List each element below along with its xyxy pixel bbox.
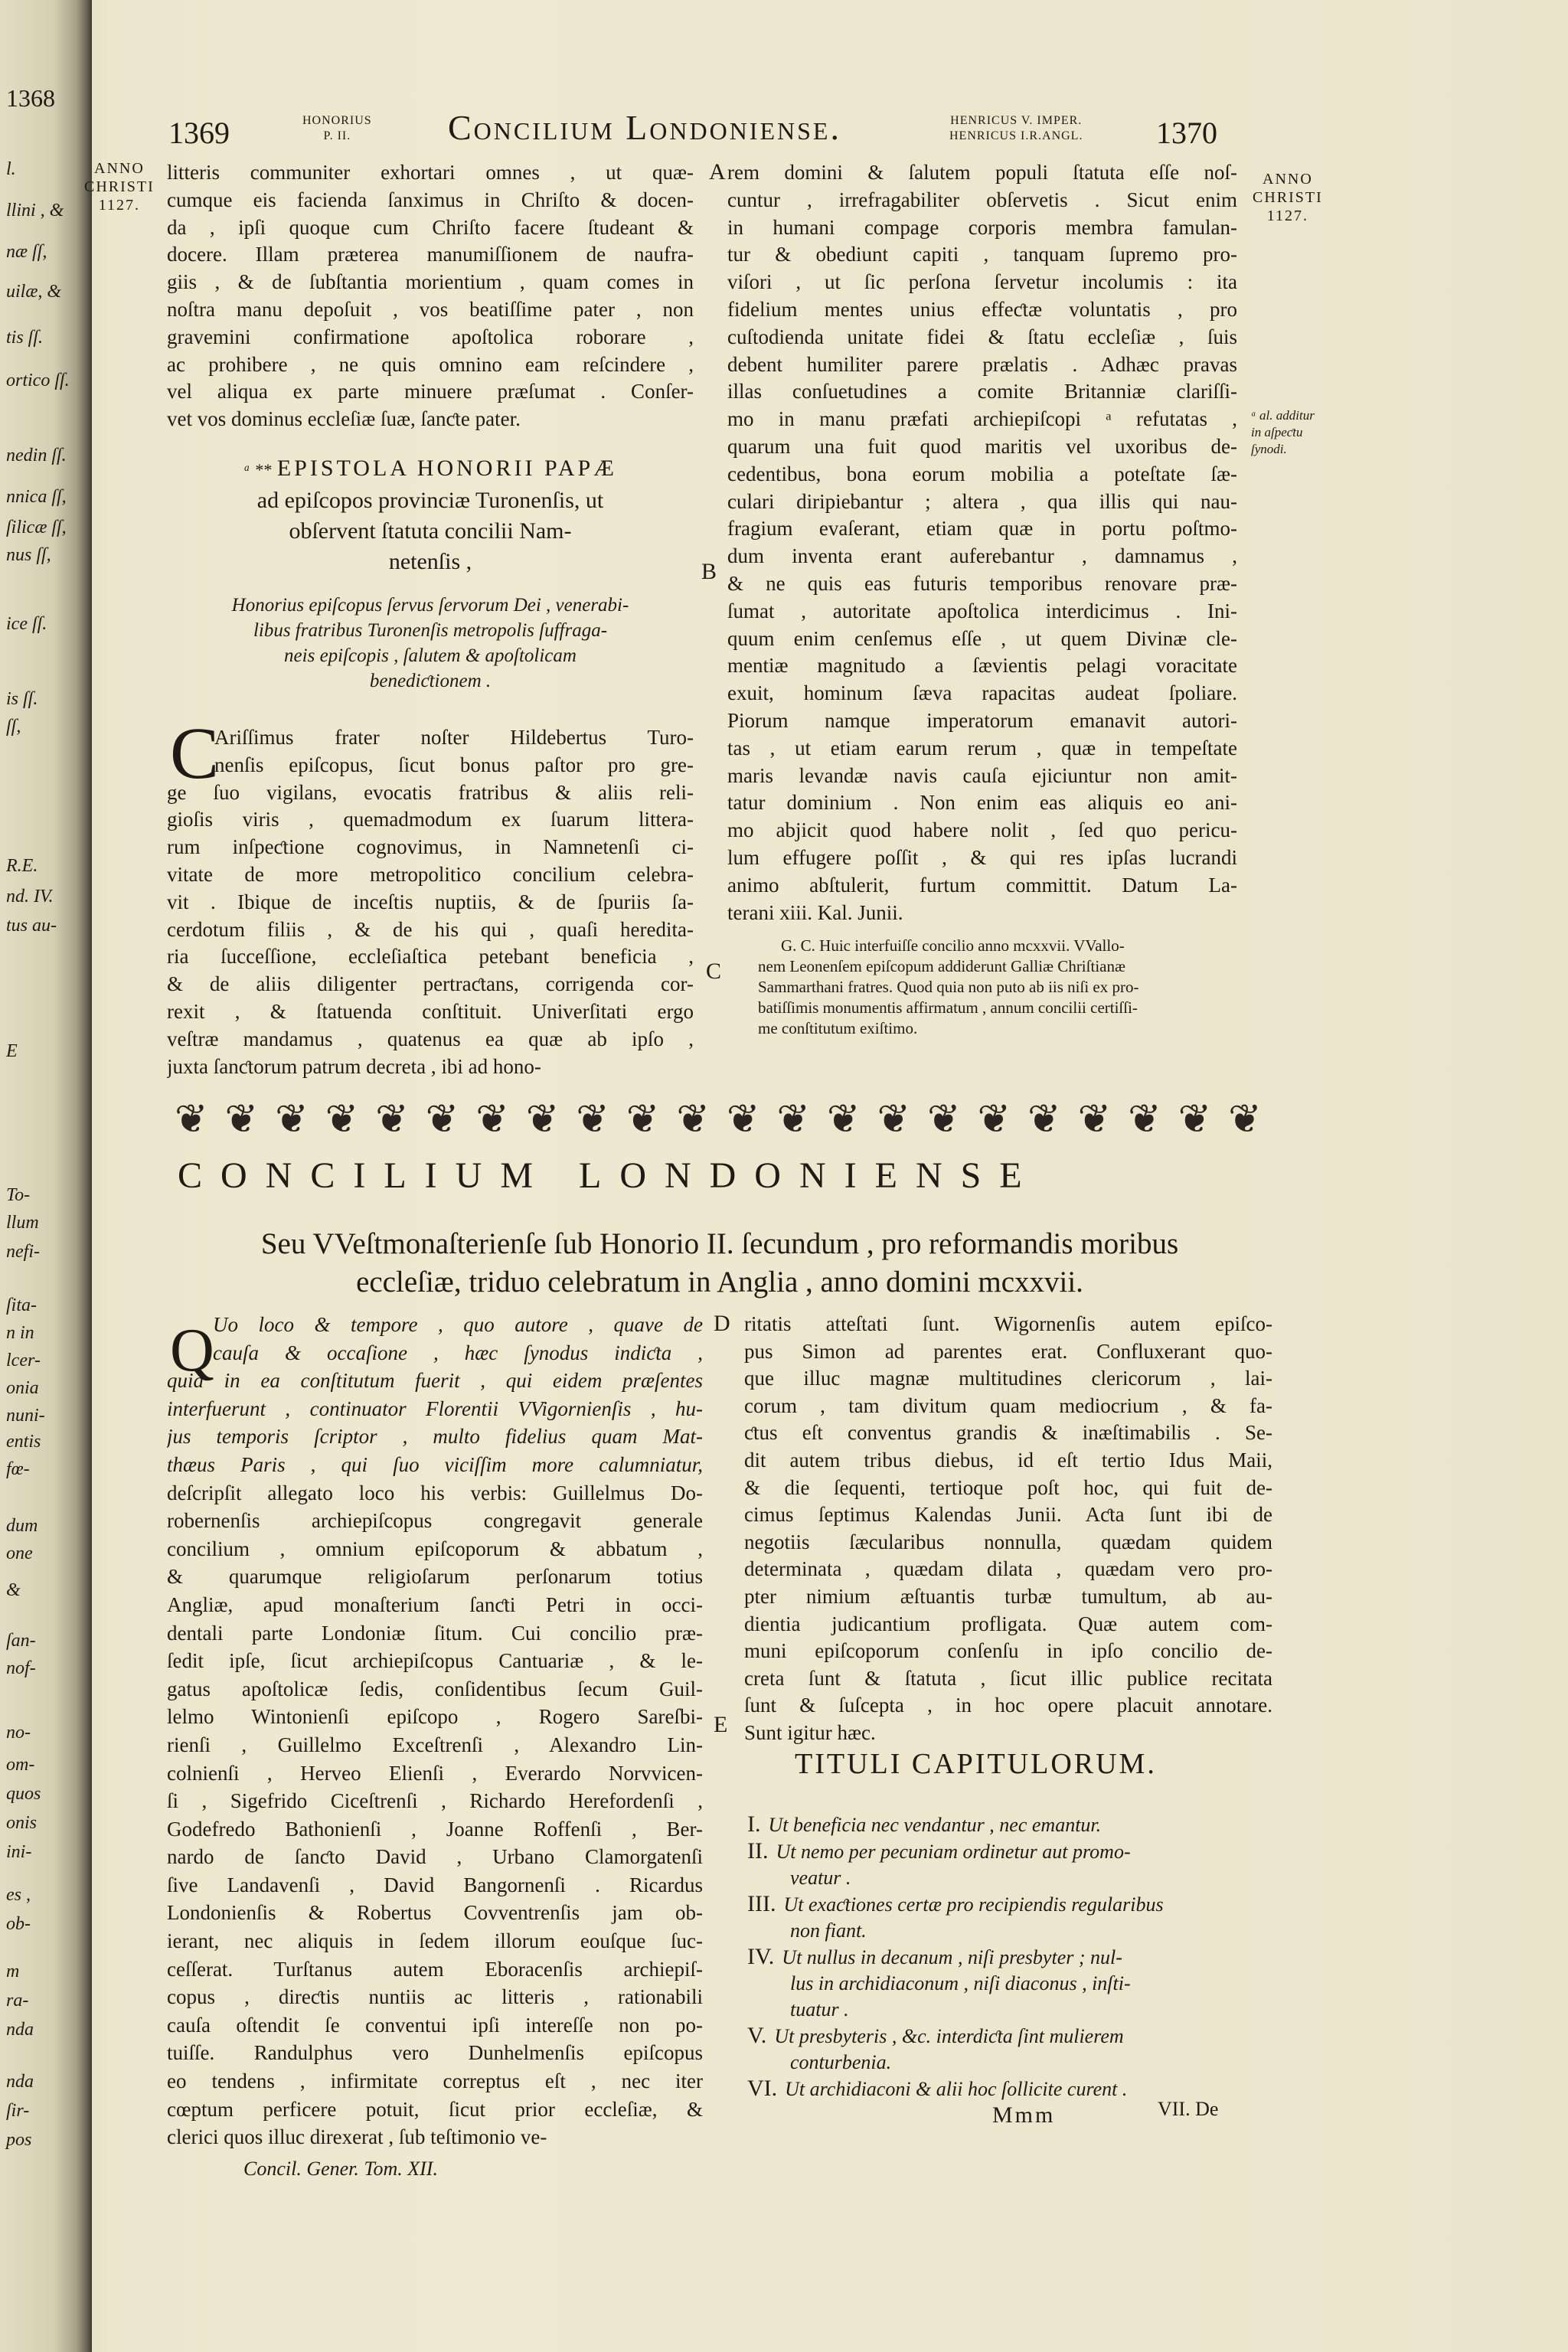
text-line: cuntur , irrefragabiliter obſervetis . Sicut enim: [727, 188, 1237, 211]
previous-page-fragment: nda: [6, 2020, 34, 2040]
sidenote-line: ᵃ al. additur: [1251, 408, 1315, 423]
chapter-text: Ut archidiaconi & alii hoc ſollicite curent .: [785, 2078, 1128, 2100]
fleuron-ornament: ❦: [1077, 1098, 1112, 1142]
previous-page-fragment: To-: [6, 1185, 31, 1205]
text-line: mo in manu præfati archiepiſcopi ᵃ refutatas ,: [727, 407, 1237, 431]
text-line: vit . Ibique de inceſtis nuptiis, & de ſpuriis ſa-: [167, 890, 694, 913]
text-line: ſumat , autoritate apoſtolica interdicimus . Ini-: [727, 599, 1237, 622]
chapter-text: veatur .: [790, 1867, 851, 1889]
running-title: Concilium Londoniense.: [448, 108, 841, 147]
chapter-item: [747, 1971, 1276, 1997]
previous-page-fragment: no-: [6, 1723, 31, 1743]
text-line: giis , & de ſubſtantia morientium , quam comes in: [167, 270, 694, 294]
ornamental-divider: [175, 1096, 1262, 1142]
fleuron-ornament: ❦: [525, 1098, 560, 1142]
footnote-line: me conſtitutum exiſtimo.: [758, 1019, 918, 1037]
fleuron-ornament: ❦: [1178, 1098, 1212, 1142]
text-line: da , ipſi quoque cum Chriſto facere ſtudeant &: [167, 215, 694, 239]
previous-page-fragment: ortico ſſ.: [6, 371, 70, 390]
text-line: nenſis epiſcopus, ſicut bonus paſtor pro gre-: [214, 753, 694, 776]
margin-marker-e: E: [714, 1712, 728, 1737]
text-line: cerdotum filiis , & de his qui , quaſi heredita-: [167, 917, 694, 941]
chapter-number: I.: [747, 1811, 761, 1837]
text-line: ac prohibere , ne quis omnino eam reſcindere ,: [167, 352, 694, 376]
text-line: culari diripiebantur ; altera , qua illis qui nau-: [727, 489, 1237, 513]
subtitle-line: Seu VVeſtmonaſterienſe ſub Honorio II. ſecundum , pro reformandis moribus: [260, 1227, 1179, 1260]
text-line: creta ſunt & ſtatuta , ſicut illic publice recitata: [744, 1666, 1272, 1690]
chapter-text: Ut beneficia nec vendantur , nec emantur.: [768, 1814, 1102, 1836]
text-line: quarum una fuit quod maritis vel uxoribus de-: [727, 434, 1237, 458]
text-line: deſcripſit allegato loco his verbis: Guillelmus Do-: [167, 1481, 703, 1504]
text-line: cuſtodienda unitate fidei & ſtatu eccleſiæ , ſuis: [727, 325, 1237, 348]
text-line: vet vos dominus eccleſiæ ſuæ, ſanƈte pater.: [167, 407, 521, 431]
chapter-text: conturbenia.: [790, 2051, 892, 2073]
previous-page-fragment: es ,: [6, 1885, 31, 1905]
previous-page-fragment: nefi-: [6, 1242, 40, 1262]
text-line: fragium evaſerant, etiam quæ in portu poſtmo-: [727, 517, 1237, 541]
text-line: gioſis viris , quemadmodum ex ſuarum littera-: [167, 808, 694, 831]
text-line: dum inventa erant auferebantur , damnamus ,: [727, 544, 1237, 568]
previous-page-fragment: quos: [6, 1784, 41, 1804]
previous-page-fragment: ſir-: [6, 2101, 30, 2121]
previous-page-fragment: om-: [6, 1755, 35, 1775]
text-line: lum effugere poſſit , & qui res ipſas lucrandi: [727, 845, 1237, 869]
text-line: que illuc magnæ multitudines clericorum , lai-: [744, 1367, 1272, 1390]
previous-page-fragment: ſilicæ ſſ,: [6, 518, 67, 537]
section-subtitle: [176, 1225, 1263, 1302]
chapter-text: Ut nullus in decanum , niſi presbyter ; nul-: [782, 1946, 1122, 1968]
fleuron-ornament: ❦: [325, 1098, 359, 1142]
anno-year: 1127.: [1266, 207, 1309, 224]
subtitle-line: eccleſiæ, triduo celebratum in Anglia , anno domini mcxxvii.: [356, 1266, 1083, 1298]
epistola-mark: ᵃ **: [243, 460, 272, 479]
chapter-item: [747, 1838, 1276, 1865]
epistola-title-caps: EPISTOLA HONORII PAPÆ: [276, 456, 617, 481]
header-right-caption: [949, 113, 1083, 144]
epistola-title-line: netenſis ,: [388, 549, 472, 574]
fleuron-ornament: ❦: [576, 1098, 609, 1142]
header-left-caption: [302, 113, 372, 144]
text-line: nardo de ſanƈto David , Urbano Clamorgatenſi: [167, 1845, 703, 1869]
header-right-caption-line: HENRICUS I.R.ANGL.: [949, 129, 1083, 142]
text-line: ſi , Sigefrido Ciceſtrenſi , Richardo Herefordenſi ,: [167, 1789, 703, 1813]
footnote-line: batiſſimis monumentis affirmatum , annum concilii certiſſi-: [758, 998, 1138, 1017]
text-line: viſori , ut ſic perſona ſervetur incolumis : ita: [727, 270, 1237, 294]
text-line: cimus ſeptimus Kalendas Junii. Aƈta ſunt ibi de: [744, 1503, 1272, 1527]
previous-page-fragment: is ſſ.: [6, 689, 38, 709]
fleuron-ornament: ❦: [1128, 1098, 1161, 1142]
chapter-number: IV.: [747, 1944, 775, 1969]
text-line: Ariſſimus frater noſter Hildebertus Turo-: [214, 726, 694, 749]
text-line: tur & obediunt capiti , tanquam ſupremo pro-: [727, 243, 1237, 266]
text-line: cauſa oſtendit ſe conventui ipſi intereſſe non po-: [167, 2013, 703, 2037]
chapter-text: non fiant.: [790, 1919, 867, 1942]
text-line: ierant, nec aliquis in ſedem illorum eouſque ſuc-: [167, 1929, 703, 1953]
text-line: mentiæ magnitudo a ſævientis pelagi voracitate: [727, 654, 1237, 678]
text-line: exuit, hominum ſæva rapacitas audeat ſpoliare.: [727, 681, 1237, 705]
previous-page-fragment: llini , &: [6, 201, 64, 220]
epistola-title: [167, 453, 694, 577]
text-line: interfuerunt , continuator Florentii VVigornienſis , hu-: [167, 1396, 703, 1420]
chapter-text: lus in archidiaconum , niſi diaconus , inſti-: [790, 1972, 1131, 1994]
intro-dropcap: Q: [170, 1317, 214, 1384]
previous-page-fragment: nuni-: [6, 1406, 45, 1426]
text-line: ſunt & ſuſcepta , in hoc opere placuit annotare.: [744, 1694, 1272, 1717]
previous-page-fragment: næ ſſ,: [6, 242, 47, 262]
text-line: illas conſuetudines a comite Britanniæ clariſſi-: [727, 380, 1237, 403]
previous-page-fragment: nus ſſ,: [6, 545, 51, 565]
text-line: Godefredo Bathonienſi , Joanne Roffenſi , Ber-: [167, 1817, 703, 1841]
margin-marker-d: D: [714, 1311, 730, 1336]
header-left-caption-line: P. II.: [323, 129, 351, 142]
anno-label: CHRISTI: [84, 178, 155, 195]
chapter-item: [747, 2023, 1276, 2050]
previous-page-fragment: &: [6, 1580, 21, 1600]
text-line: maris levandæ navis cauſa ejiciuntur non amit-: [727, 763, 1237, 787]
text-line: copus , direƈtis nuntiis ac litteris , rationabili: [167, 1985, 703, 2009]
previous-page-fragment: nd. IV.: [6, 887, 54, 906]
text-line: ſive Landavenſi , David Bangornenſi . Ricardus: [167, 1873, 703, 1896]
salutation-line: Honorius epiſcopus ſervus ſervorum Dei , venerabi-: [231, 595, 629, 616]
text-line: clerici quos illuc direxerat , ſub teſtimonio ve-: [167, 2125, 547, 2149]
anno-label: ANNO: [1263, 171, 1313, 188]
text-line: colnienſi , Herveo Elienſi , Everardo Norvvicen-: [167, 1761, 703, 1785]
fleuron-ornament: ❦: [425, 1098, 459, 1142]
previous-page-fragment: entis: [6, 1432, 41, 1452]
text-line: Uo loco & tempore , quo autore , quave de: [213, 1313, 703, 1336]
salutation-line: libus fratribus Turonenſis metropolis ſuffraga-: [253, 620, 608, 641]
text-line: concilium , omnium epiſcoporum & abbatum ,: [167, 1537, 703, 1560]
previous-page-fragment: ini-: [6, 1842, 32, 1862]
text-line: in humani compage corporis membra famulan-: [727, 215, 1237, 239]
fleuron-ornament: ❦: [826, 1098, 861, 1142]
fleuron-ornament: ❦: [224, 1098, 259, 1142]
previous-page-fragment: E: [6, 1041, 18, 1061]
previous-page-fragment: R.E.: [6, 856, 38, 876]
section-title: CONCILIUM LONDONIENSE: [178, 1155, 1040, 1196]
previous-page-fragment: pos: [6, 2130, 32, 2150]
chapter-item: [747, 1944, 1276, 1971]
text-line: determinata , quædam dilata , quædam vero pro-: [744, 1557, 1272, 1581]
text-line: Angliæ, apud monaſterium ſanƈti Petri in occi-: [167, 1592, 703, 1616]
text-line: cedentibus, bona eorum mobilia a poteſtate ſæ-: [727, 462, 1237, 485]
fleuron-ornament: ❦: [676, 1098, 710, 1142]
previous-page-fragment: ra-: [6, 1991, 29, 2011]
previous-page-fragment: ice ſſ.: [6, 614, 47, 634]
margin-marker-a: A: [709, 159, 726, 185]
text-line: fidelium mentes unius effeƈtæ voluntatis , pro: [727, 297, 1237, 321]
text-line: rienſi , Guillelmo Exceſtrenſi , Alexandro Lin-: [167, 1733, 703, 1756]
footnote-line: G. C. Huic interfuiſſe concilio anno mcxxvii. VVallo-: [781, 936, 1125, 955]
text-line: debent humiliter parere prælatis . Adhæc pravas: [727, 352, 1237, 376]
previous-page-fragment: tus au-: [6, 916, 57, 936]
anno-margin-right: [1253, 170, 1323, 225]
page-number-left: 1369: [168, 116, 230, 150]
text-line: dit autem tribus diebus, id eſt tertio Idus Maii,: [744, 1448, 1272, 1472]
chapter-text: tuatur .: [790, 1998, 849, 2020]
previous-page-fragment: ſan-: [6, 1631, 36, 1651]
previous-page-fragment: l.: [6, 159, 16, 179]
previous-page-fragment: n in: [6, 1323, 34, 1343]
text-line: ria ſucceſſione, eccleſiaſtica petebant beneficia ,: [167, 945, 694, 969]
header-left-caption-line: HONORIUS: [302, 114, 372, 127]
text-line: & die ſequenti, tertioque poſt hoc, qui fuit de-: [744, 1475, 1272, 1499]
footer-signature: Mmm: [992, 2102, 1056, 2128]
previous-page-fragment: nnica ſſ,: [6, 487, 67, 507]
previous-page-fragment: uilæ, &: [6, 282, 62, 302]
fleuron-ornament: ❦: [175, 1098, 208, 1142]
text-line: ƈtus eſt conventus grandis & inæſtimabilis . Se-: [744, 1421, 1272, 1445]
text-line: eo tendens , infirmitate correptus eſt , nec iter: [167, 2069, 703, 2093]
previous-page-fragment: nof-: [6, 1658, 36, 1678]
margin-marker-b: B: [701, 559, 717, 584]
previous-page-fragment: onis: [6, 1813, 38, 1833]
text-line: ge ſuo vigilans, evocatis fratribus & aliis reli-: [167, 780, 694, 804]
top-left-column: [167, 159, 694, 433]
previous-page-fragment: onia: [6, 1378, 39, 1398]
sidenote-line: ſynodi.: [1251, 442, 1287, 456]
chapter-text: Ut nemo per pecuniam ordinetur aut promo-: [776, 1841, 1131, 1863]
text-line: cumque eis facienda ſanximus in Chriſto & docen-: [167, 188, 694, 211]
fleuron-ornament: ❦: [776, 1098, 810, 1142]
epistola-title-line: obſervent ſtatuta concilii Nam-: [289, 518, 572, 544]
text-line: tatur dominium . Non enim eas aliquis eo ani-: [727, 791, 1237, 815]
text-line: ceſſerat. Turſtanus autem Eboracenſis archiepiſ-: [167, 1957, 703, 1981]
fleuron-ornament: ❦: [275, 1098, 309, 1142]
text-line: ritatis atteſtati ſunt. Wigornenſis autem epiſco-: [744, 1312, 1272, 1335]
text-line: quum enim cenſemus eſſe , ut quem Divinæ cle-: [727, 626, 1237, 650]
fleuron-ornament: ❦: [926, 1098, 961, 1142]
text-line: corum , tam divitum quam mediocrium , & fa-: [744, 1393, 1272, 1417]
previous-page-fragment: lcer-: [6, 1351, 41, 1370]
previous-page-fragment: dum: [6, 1516, 38, 1536]
bottom-right-column: [744, 1311, 1272, 1747]
text-line: gravemini confirmatione apoſtolica roborare ,: [167, 325, 694, 348]
fleuron-ornament: ❦: [726, 1098, 760, 1142]
text-line: Londonienſis & Robertus Covventrenſis jam ob-: [167, 1901, 703, 1925]
epistola-salutation: [167, 593, 694, 694]
chapter-item: [747, 2050, 1276, 2076]
anno-year: 1127.: [98, 197, 141, 214]
fleuron-ornament: ❦: [375, 1098, 409, 1142]
chapter-number: II.: [747, 1838, 769, 1864]
previous-page-fragment: nedin ſſ.: [6, 446, 67, 466]
epistola-title-main: [167, 453, 694, 485]
sidenote-line: in aſpeƈtu: [1251, 425, 1303, 439]
sidenote-variant-reading: [1251, 407, 1315, 458]
previous-page-number: 1368: [6, 84, 55, 112]
text-line: & de aliis diligenter pertraƈtans, corrigenda cor-: [167, 972, 694, 996]
text-line: veſtræ mandamus , quatenus ea quæ ab ipſo ,: [167, 1027, 694, 1050]
salutation-line: benediƈtionem .: [369, 671, 492, 691]
salutation-line: neis epiſcopis , ſalutem & apoſtolicam: [284, 645, 577, 666]
text-line: cœptum perficere potuit, ſicut prior eccleſiæ, &: [167, 2097, 703, 2121]
top-right-column: [727, 159, 1237, 926]
anno-label: CHRISTI: [1253, 189, 1323, 206]
chapter-text: Ut exaƈtiones certæ pro recipiendis regularibus: [783, 1893, 1164, 1916]
footer-volume: Concil. Gener. Tom. XII.: [243, 2158, 438, 2180]
text-line: litteris communiter exhortari omnes , ut quæ-: [167, 161, 694, 184]
footer-catchword: VII. De: [1158, 2098, 1219, 2120]
footnote-gc: [758, 936, 1248, 1039]
previous-page-fragment: one: [6, 1544, 33, 1563]
text-line: quid in ea conſtitutum fuerit , qui eidem præſentes: [167, 1369, 703, 1393]
epistola-body: [167, 712, 694, 1080]
text-line: rexit , & ſtatuenda conſtituit. Univerſitati ergo: [167, 999, 694, 1023]
text-line: negotiis ſæcularibus nonnulla, quædam quidem: [744, 1530, 1272, 1553]
chapter-text: Ut presbyteris , &c. interdiƈta ſint mulierem: [774, 2025, 1124, 2047]
epistola-title-line: ad epiſcopos provinciæ Turonenſis, ut: [256, 488, 604, 513]
fleuron-ornament: ❦: [475, 1098, 509, 1142]
chapter-list: [747, 1811, 1276, 2102]
text-line: Piorum namque imperatorum emanavit autori-: [727, 708, 1237, 732]
fleuron-ornament: ❦: [626, 1098, 660, 1142]
previous-page-fragment: ſita-: [6, 1295, 37, 1315]
text-line: & ne quis eas futuris temporibus renovare præ-: [727, 571, 1237, 595]
header-right-caption-line: HENRICUS V. IMPER.: [950, 114, 1083, 127]
text-line: terani xiii. Kal. Junii.: [727, 900, 903, 924]
text-line: thæus Paris , qui ſuo viciſſim more calumniatur,: [167, 1452, 703, 1476]
text-line: dentali parte Londoniæ ſitum. Cui concilio præ-: [167, 1621, 703, 1645]
text-line: lelmo Wintonienſi epiſcopo , Rogero Sareſbi-: [167, 1705, 703, 1729]
text-line: docere. Illam præterea manumiſſionem de naufra-: [167, 243, 694, 266]
previous-page-fragment: m: [6, 1962, 20, 1981]
margin-marker-c: C: [706, 959, 722, 984]
text-line: jus temporis ſcriptor , multo fidelius quam Mat-: [167, 1425, 703, 1449]
page-number-right: 1370: [1156, 116, 1217, 150]
text-line: pter nimium æſtuantis turbæ tumultum, ab au-: [744, 1584, 1272, 1608]
fleuron-ornament: ❦: [977, 1098, 1011, 1142]
text-line: rem domini & ſalutem populi ſtatuta eſſe noſ-: [727, 161, 1237, 184]
chapter-item: [747, 1997, 1276, 2023]
chapter-item: [747, 1811, 1276, 1838]
text-line: muni epiſcoporum conſenſu in ipſo concilio de-: [744, 1639, 1272, 1663]
text-line: juxta ſanƈtorum patrum decreta , ibi ad hono-: [167, 1054, 541, 1078]
text-line: vel aliqua ex parte minuere præſumat . Conſer-: [167, 380, 694, 403]
chapter-item: [747, 1891, 1276, 1918]
chapter-number: III.: [747, 1891, 776, 1916]
text-line: animo abſtulerit, furtum committit. Datum La-: [727, 873, 1237, 897]
bottom-left-column: [167, 1311, 703, 2151]
previous-page-fragment: llum: [6, 1213, 39, 1233]
text-line: cauſa & occaſione , hæc ſynodus indiƈta ,: [213, 1341, 703, 1364]
chapter-number: VI.: [747, 2076, 778, 2101]
text-line: noſtra manu depoſuit , vos beatiſſime pater , non: [167, 297, 694, 321]
text-line: rum inſpeƈtione cognovimus, in Namnetenſi ci-: [167, 835, 694, 859]
anno-label: ANNO: [94, 160, 145, 177]
previous-page-fragment: nda: [6, 2072, 34, 2092]
text-line: robernenſis archiepiſcopus congregavit generale: [167, 1509, 703, 1533]
previous-page-fragment: ſſ,: [6, 717, 21, 737]
text-line: vitate de more metropolitico concilium celebra-: [167, 862, 694, 886]
text-line: pus Simon ad parentes erat. Confluxerant quo-: [744, 1339, 1272, 1363]
text-line: tas , ut etiam earum rerum , quæ in tempeſtate: [727, 736, 1237, 760]
previous-page-fragment: ob-: [6, 1914, 31, 1934]
fleuron-ornament: ❦: [877, 1098, 911, 1142]
text-line: Sunt igitur hæc.: [744, 1720, 876, 1744]
chapter-number: V.: [747, 2023, 767, 2048]
text-line: tuiſſe. Randulphus vero Dunhelmenſis epiſcopus: [167, 2041, 703, 2065]
text-line: gatus apoſtolicæ ſedis, conſidentibus ſecum Guil-: [167, 1677, 703, 1700]
fleuron-ornament: ❦: [1228, 1098, 1262, 1142]
epistola-dropcap: C: [170, 712, 220, 794]
previous-page-fragment: fœ-: [6, 1459, 30, 1479]
text-line: ſedit ipſe, ſicut archiepiſcopus Cantuariæ , & le-: [167, 1649, 703, 1673]
text-line: dientia judicantium profligata. Quæ autem com-: [744, 1612, 1272, 1635]
chapter-item: [747, 1918, 1276, 1944]
text-line: & quarumque religioſarum perſonarum totius: [167, 1565, 703, 1589]
anno-margin-left: [84, 159, 155, 214]
text-line: mo abjicit quod habere nolit , ſed quo pericu-: [727, 818, 1237, 842]
fleuron-ornament: ❦: [1027, 1098, 1061, 1142]
tituli-heading: TITULI CAPITULORUM.: [795, 1748, 1157, 1780]
footnote-line: nem Leonenſem epiſcopum addiderunt Galliæ Chriſtianæ: [758, 957, 1125, 975]
footnote-line: Sammarthani fratres. Quod quia non puto ab iis niſi ex pro-: [758, 978, 1139, 996]
chapter-item: [747, 1865, 1276, 1891]
previous-page-fragment: tis ſſ.: [6, 328, 44, 348]
